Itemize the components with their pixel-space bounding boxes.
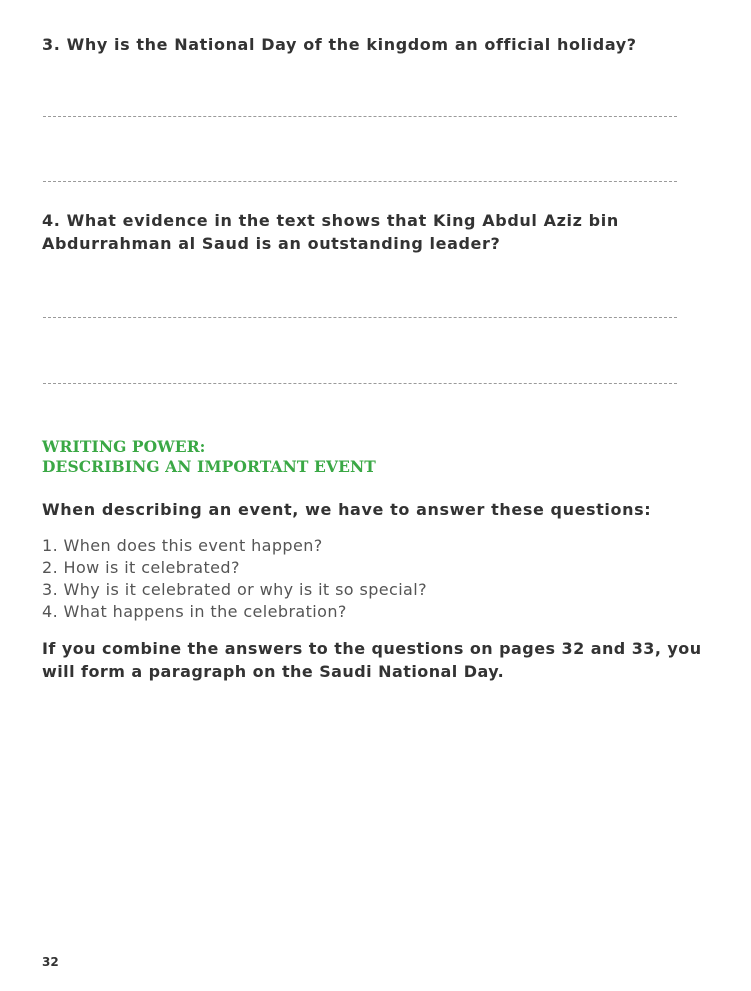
question-4-line-2: Abdurrahman al Saud is an outstanding leader?	[42, 234, 501, 253]
closing-line-1: If you combine the answers to the questions on pages 32 and 33, you	[42, 639, 702, 658]
answer-line-4a	[43, 317, 677, 318]
section-heading-line-1: WRITING POWER:	[42, 437, 206, 456]
closing-text	[42, 637, 702, 683]
answer-line-3b	[43, 181, 677, 182]
question-4	[42, 209, 619, 255]
section-heading	[42, 437, 376, 477]
list-item: 3. Why is it celebrated or why is it so special?	[42, 580, 428, 599]
page-number: 32	[42, 955, 59, 969]
closing-line-2: will form a paragraph on the Saudi National Day.	[42, 662, 505, 681]
list-item: 2. How is it celebrated?	[42, 558, 240, 577]
question-4-line-1: 4. What evidence in the text shows that King Abdul Aziz bin	[42, 211, 619, 230]
list-item: 1. When does this event happen?	[42, 536, 323, 555]
question-3: 3. Why is the National Day of the kingdom an official holiday?	[42, 35, 637, 54]
answer-line-3a	[43, 116, 677, 117]
answer-line-4b	[43, 383, 677, 384]
intro-text: When describing an event, we have to answer these questions:	[42, 500, 652, 519]
section-heading-line-2: DESCRIBING AN IMPORTANT EVENT	[42, 457, 376, 476]
list-item: 4. What happens in the celebration?	[42, 602, 347, 621]
question-list	[42, 535, 427, 623]
